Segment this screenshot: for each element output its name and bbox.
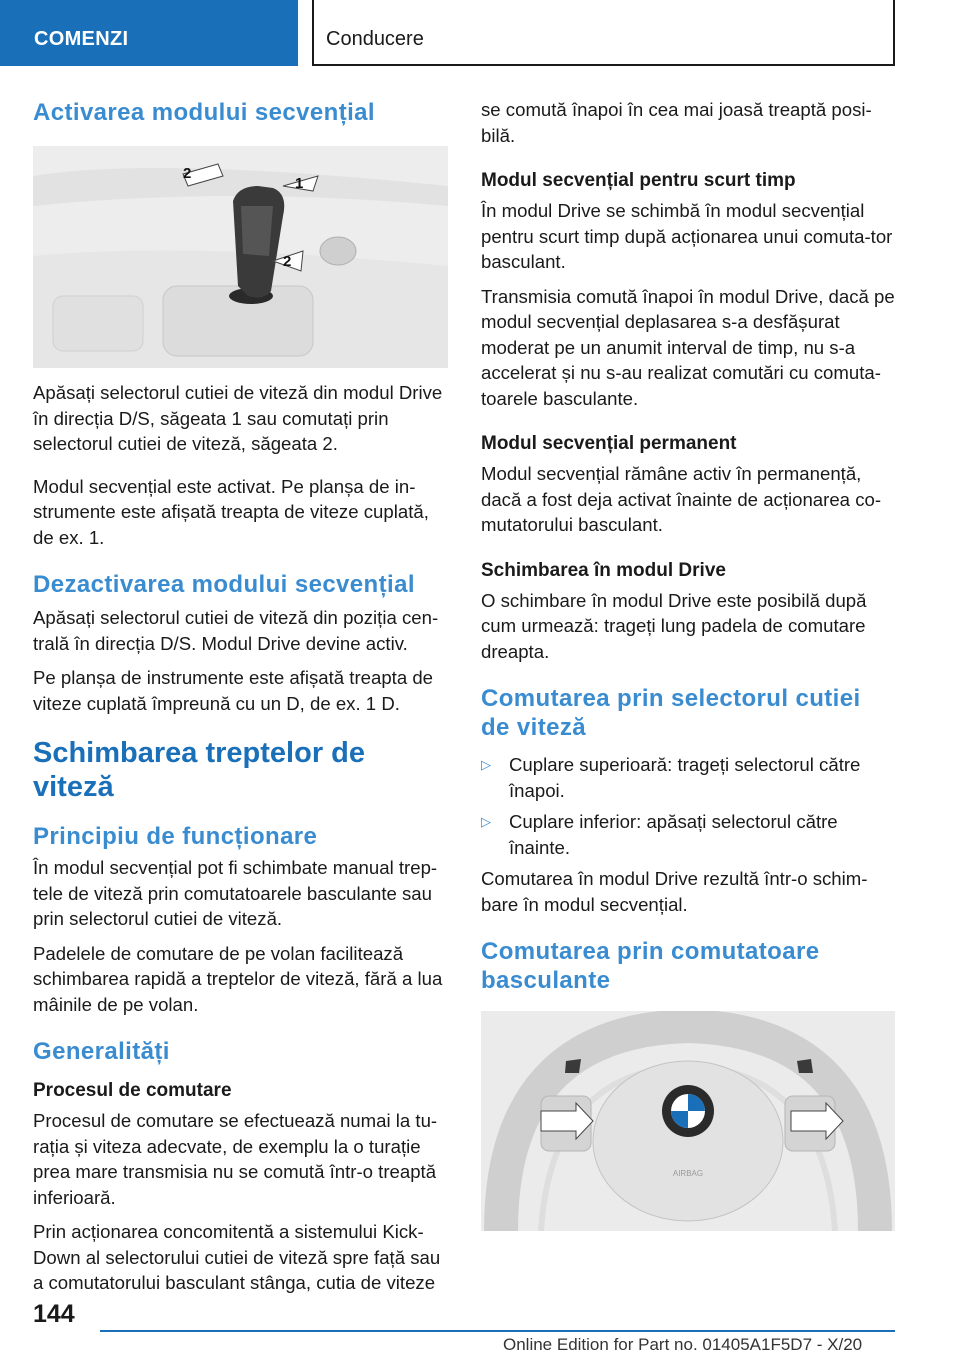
paragraph: se comută înapoi în cea mai joasă treaptă posi-bilă. bbox=[481, 99, 872, 146]
left-column bbox=[33, 98, 448, 1296]
subheading-permanent-sequential: Modul secvențial permanent bbox=[481, 433, 737, 454]
subheading-switch-drive: Schimbarea în modul Drive bbox=[481, 559, 726, 581]
heading-activate-sequential: Activarea modului secvențial bbox=[33, 99, 375, 126]
subheading-short-sequential: Modul secvențial pentru scurt timp bbox=[481, 170, 796, 191]
arrow-label-1: 1 bbox=[295, 175, 304, 192]
paragraph: Procesul de comutare se efectuează numai la tu-rația și viteza adecvate, de exemplu la o turație prea mare transmisia nu se comută într-o treaptă inferioară. bbox=[33, 1110, 438, 1208]
paragraph: Transmisia comută înapoi în modul Drive, dacă pe modul secvențial deplasarea s-a desfășurat moderat pe un anumit interval de timp, nu s-a accelerat și nu s-au realizat comutări cu comuta-toarele basculante. bbox=[481, 285, 895, 409]
paragraph: Apăsați selectorul cutiei de viteză din poziția cen-trală în direcția D/S. Modul Drive devine activ. bbox=[33, 607, 439, 654]
paragraph: Pe planșa de instrumente este afișată treapta de viteze cuplată împreună cu un D, de ex. 1 D. bbox=[33, 667, 434, 714]
airbag-label: AIRBAG bbox=[672, 1169, 704, 1178]
heading-operating-principle: Principiu de funcționare bbox=[33, 823, 318, 850]
paragraph: Comutarea în modul Drive rezultă într-o schim-bare în modul secvențial. bbox=[481, 868, 868, 915]
list-item: ▷ Cuplare superioară: trageți selectorul către înapoi. bbox=[481, 752, 895, 803]
list-item: ▷ Cuplare inferior: apăsați selectorul către înainte. bbox=[481, 809, 895, 860]
arrow-label-2-bottom: 2 bbox=[283, 253, 292, 270]
paragraph: În modul Drive se schimbă în modul secvențial pentru scurt timp după acționarea unui comuta-tor basculant. bbox=[481, 200, 893, 272]
gear-selector-figure bbox=[33, 146, 448, 368]
heading-deactivate-sequential: Dezactivarea modului secvențial bbox=[33, 571, 415, 598]
paragraph: Apăsați selectorul cutiei de viteză din modul Drive în direcția D/S, săgeata 1 sau comutați prin selectorul cutiei de viteză, săgeata 2. bbox=[33, 382, 443, 454]
heading-selector-shift: Comutarea prin selectorul cutiei de viteză bbox=[481, 685, 861, 741]
steering-wheel-figure bbox=[481, 1011, 895, 1231]
chapter-title: Conducere bbox=[312, 0, 895, 66]
gear-selector-illustration bbox=[33, 146, 448, 368]
right-column bbox=[481, 97, 895, 1231]
paragraph: Prin acționarea concomitentă a sistemului Kick-Down al selectorului cutiei de viteză spre față sau a comutatorului basculant stânga, cutia de viteze bbox=[33, 1221, 441, 1293]
footer-divider bbox=[100, 1330, 895, 1332]
arrow-label-2-top: 2 bbox=[183, 165, 192, 182]
triangle-bullet-icon: ▷ bbox=[481, 814, 491, 829]
paragraph: Modul secvențial este activat. Pe planșa de in-strumente este afișată treapta de viteze cuplată, de ex. 1. bbox=[33, 475, 429, 548]
heading-gear-change: Schimbarea treptelor de viteză bbox=[33, 737, 365, 803]
heading-general: Generalități bbox=[33, 1038, 170, 1065]
steering-wheel-illustration bbox=[481, 1011, 895, 1231]
triangle-bullet-icon: ▷ bbox=[481, 757, 491, 772]
paragraph: În modul secvențial pot fi schimbate manual trep-tele de viteză prin comutatoarele basculante sau prin selectorul cutiei de viteză. bbox=[33, 857, 438, 929]
paragraph: Modul secvențial rămâne activ în permanență, dacă a fost deja activat înainte de acționarea co-mutatorului basculant. bbox=[481, 463, 882, 535]
page-number: 144 bbox=[33, 1300, 75, 1328]
paragraph: O schimbare în modul Drive este posibilă după cum urmează: trageți lung padela de comutare dreapta. bbox=[481, 589, 867, 662]
heading-paddle-shift: Comutarea prin comutatoare basculante bbox=[481, 938, 820, 994]
edition-note: Online Edition for Part no. 01405A1F5D7 - X/20 bbox=[503, 1335, 863, 1354]
section-tab: COMENZI bbox=[0, 0, 298, 66]
subheading-shift-process: Procesul de comutare bbox=[33, 1080, 232, 1101]
paragraph: Padelele de comutare de pe volan facilitează schimbarea rapidă a treptelor de viteză, fără a lua mâinile de pe volan. bbox=[33, 942, 443, 1015]
